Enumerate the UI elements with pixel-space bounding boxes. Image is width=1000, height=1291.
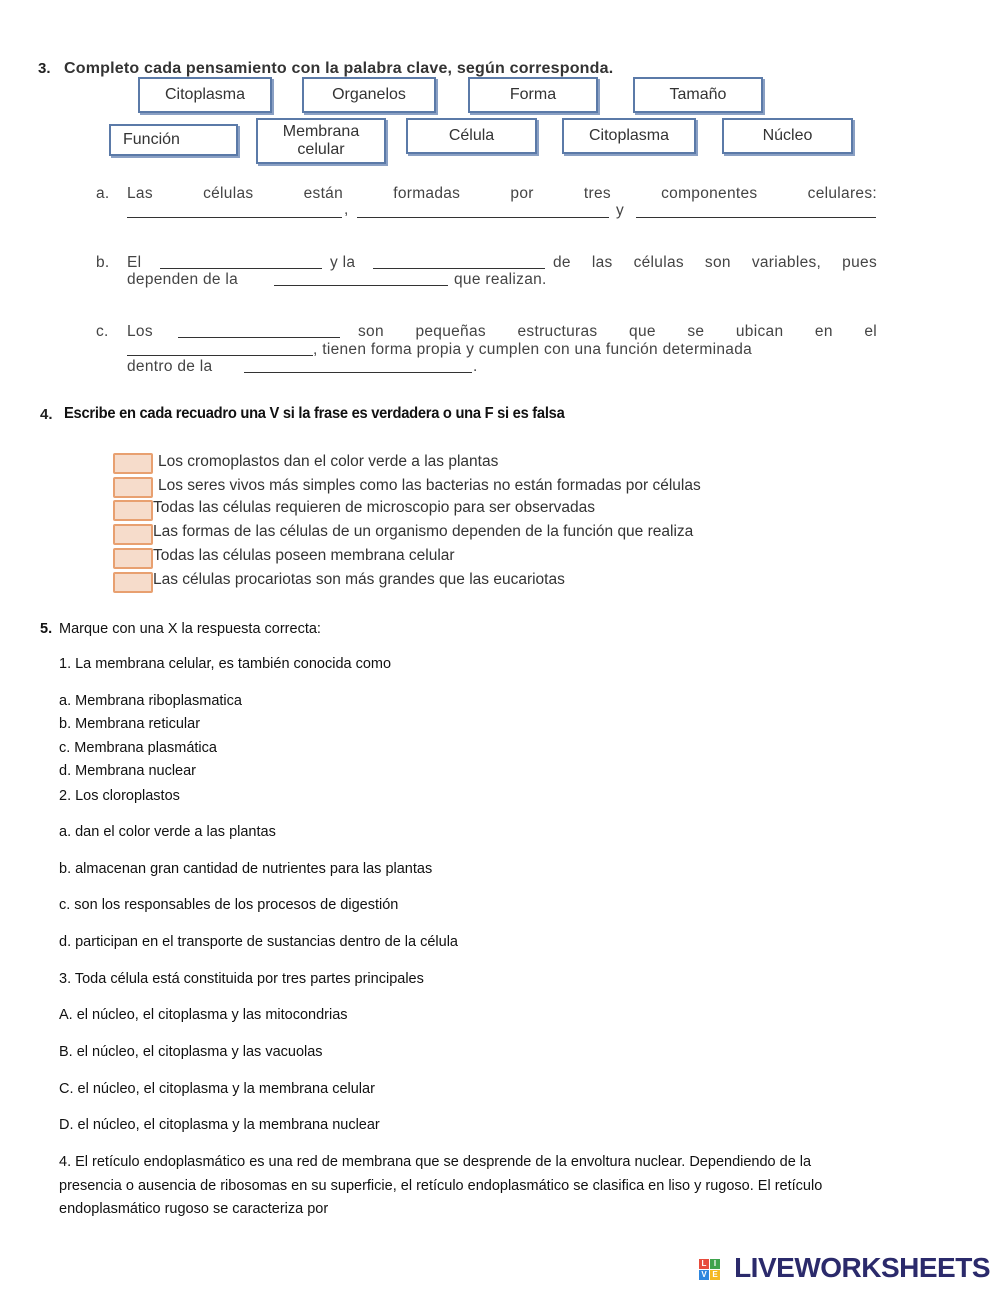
item-b-text-1: de las células son variables, pues: [553, 254, 877, 271]
item-a-blank-2[interactable]: [357, 203, 609, 223]
answer-box-5[interactable]: [113, 548, 153, 569]
question-2: 2. Los cloroplastos: [59, 788, 180, 804]
liveworksheets-logo-icon: [699, 1259, 721, 1281]
question-4-line-2: presencia o ausencia de ribosomas en su superficie, el retículo endoplasmático se clasifica en liso y rugoso. El retículo: [59, 1178, 823, 1194]
q1-option-b[interactable]: b. Membrana reticular: [59, 716, 201, 732]
q2-option-d[interactable]: d. participan en el transporte de sustancias dentro de la célula: [59, 934, 458, 950]
statement-1: Los cromoplastos dan el color verde a las plantas: [158, 453, 499, 470]
logo-letter-v: V: [699, 1270, 709, 1280]
question-3: 3. Toda célula está constituida por tres partes principales: [59, 971, 424, 987]
section-5-title: Marque con una X la respuesta correcta:: [59, 621, 321, 637]
q3-option-b[interactable]: B. el núcleo, el citoplasma y las vacuolas: [59, 1044, 323, 1060]
q2-option-b[interactable]: b. almacenan gran cantidad de nutrientes para las plantas: [59, 861, 433, 877]
answer-box-2[interactable]: [113, 477, 153, 498]
q2-option-c[interactable]: c. son los responsables de los procesos de digestión: [59, 897, 399, 913]
item-b-blank-3[interactable]: [274, 271, 448, 291]
item-b-text-3: que realizan.: [454, 271, 547, 288]
section-3-title: Completo cada pensamiento con la palabra clave, según corresponda.: [64, 60, 614, 77]
item-a-text: Las células están formadas por tres componentes celulares:: [127, 185, 877, 202]
q3-option-c[interactable]: C. el núcleo, el citoplasma y la membrana celular: [59, 1081, 375, 1097]
q3-option-d[interactable]: D. el núcleo, el citoplasma y la membrana nuclear: [59, 1117, 380, 1133]
q1-option-d[interactable]: d. Membrana nuclear: [59, 763, 197, 779]
statement-6: Las células procariotas son más grandes que las eucariotas: [153, 571, 565, 588]
section-3-number: 3.: [38, 60, 51, 77]
word-bank-celula[interactable]: Célula: [406, 118, 537, 154]
answer-box-3[interactable]: [113, 500, 153, 521]
statement-4: Las formas de las células de un organismo dependen de la función que realiza: [153, 523, 694, 540]
item-b-text-2: dependen de la: [127, 271, 239, 288]
item-c-period: .: [473, 358, 478, 375]
item-c-los: Los: [127, 323, 153, 340]
section-4-title: Escribe en cada recuadro una V si la frase es verdadera o una F si es falsa: [64, 405, 565, 422]
item-c-text-1: son pequeñas estructuras que se ubican en el: [358, 323, 877, 340]
word-bank-forma[interactable]: Forma: [468, 77, 598, 113]
question-4-line-3: endoplasmático rugoso se caracteriza por: [59, 1201, 329, 1217]
item-a-lead: a.: [96, 185, 110, 202]
liveworksheets-brand: LIVEWORKSHEETS: [734, 1252, 990, 1283]
section-4-number: 4.: [40, 406, 53, 423]
q1-option-c[interactable]: c. Membrana plasmática: [59, 740, 217, 756]
q1-option-a[interactable]: a. Membrana riboplasmatica: [59, 693, 242, 709]
statement-5: Todas las células poseen membrana celular: [153, 547, 455, 564]
item-b-lead: b.: [96, 254, 110, 271]
statement-2: Los seres vivos más simples como las bacterias no están formadas por células: [158, 477, 701, 494]
item-a-comma: ,: [344, 201, 349, 218]
logo-letter-e: E: [710, 1270, 720, 1280]
section-5-number: 5.: [40, 621, 53, 637]
item-c-blank-1[interactable]: [178, 323, 340, 343]
item-c-blank-3[interactable]: [244, 358, 472, 378]
answer-box-6[interactable]: [113, 572, 153, 593]
word-bank-funcion[interactable]: Función: [109, 124, 238, 156]
answer-box-1[interactable]: [113, 453, 153, 474]
item-c-text-2: , tienen forma propia y cumplen con una función determinada: [313, 341, 753, 358]
item-b-y-la: y la: [330, 254, 356, 271]
word-bank-citoplasma-2[interactable]: Citoplasma: [562, 118, 696, 154]
item-a-blank-3[interactable]: [636, 203, 876, 223]
word-bank-organelos[interactable]: Organelos: [302, 77, 436, 113]
item-a-blank-1[interactable]: [127, 203, 342, 223]
logo-letter-l: L: [699, 1259, 709, 1269]
item-a-y: y: [616, 202, 625, 219]
item-c-text-3: dentro de la: [127, 358, 213, 375]
word-bank-nucleo[interactable]: Núcleo: [722, 118, 853, 154]
question-4-line-1: 4. El retículo endoplasmático es una red de membrana que se desprende de la envoltura nuclear. Dependiendo de la: [59, 1154, 812, 1170]
q3-option-a[interactable]: A. el núcleo, el citoplasma y las mitocondrias: [59, 1007, 348, 1023]
statement-3: Todas las células requieren de microscopio para ser observadas: [153, 499, 595, 516]
item-b-el: El: [127, 254, 142, 271]
word-bank-membrana-celular[interactable]: Membrana celular: [256, 118, 386, 164]
answer-box-4[interactable]: [113, 524, 153, 545]
word-bank-tamano[interactable]: Tamaño: [633, 77, 763, 113]
q2-option-a[interactable]: a. dan el color verde a las plantas: [59, 824, 276, 840]
word-bank-citoplasma-1[interactable]: Citoplasma: [138, 77, 272, 113]
question-1: 1. La membrana celular, es también conocida como: [59, 656, 392, 672]
item-c-lead: c.: [96, 323, 109, 340]
logo-letter-i: I: [710, 1259, 720, 1269]
